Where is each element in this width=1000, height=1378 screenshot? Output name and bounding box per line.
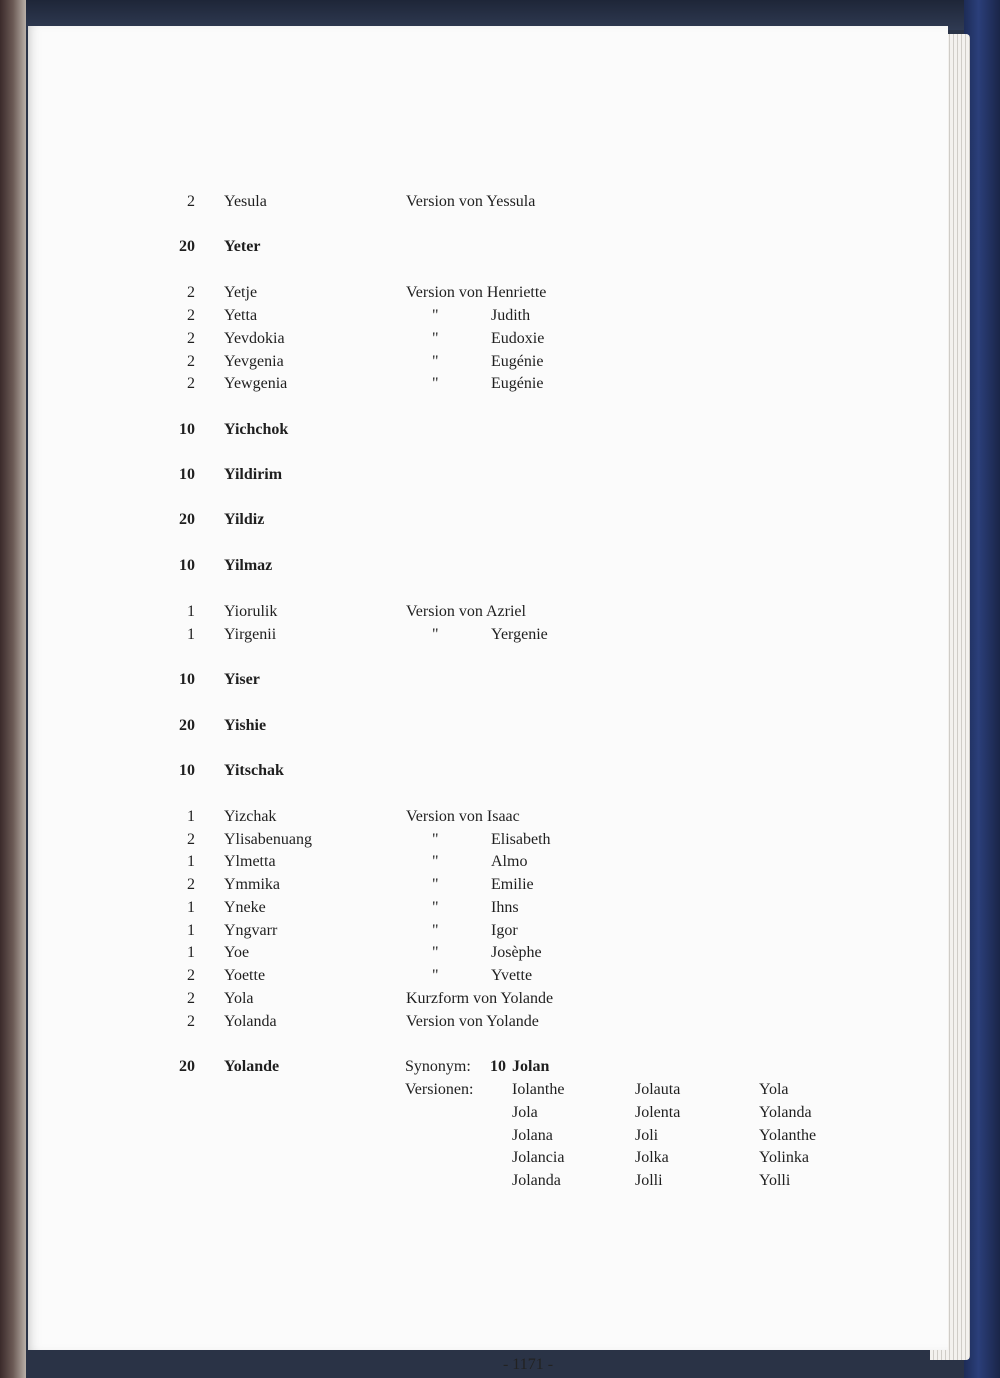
ditto-mark: " [432, 922, 439, 939]
entry-name: Yoe [224, 944, 250, 961]
entry-number: 2 [187, 831, 195, 848]
entry-description: Version von Azriel [406, 603, 526, 620]
entry-number: 1 [187, 922, 195, 939]
entry-name: Yichchok [224, 421, 289, 438]
list-item [28, 555, 928, 577]
ditto-mark: " [432, 353, 439, 370]
ditto-mark: " [432, 853, 439, 870]
entry-name: Yetje [224, 284, 258, 301]
entry-number: 2 [187, 193, 195, 210]
entry-reference: Emilie [491, 876, 534, 893]
synonym-name: Jolan [512, 1058, 550, 1075]
entry-number: 2 [187, 330, 195, 347]
entry-reference: Yvette [491, 967, 533, 984]
ditto-mark: " [432, 307, 439, 324]
entry-reference: Eudoxie [491, 330, 545, 347]
list-item [28, 829, 928, 851]
list-item [28, 874, 928, 896]
entry-number: 10 [179, 466, 195, 483]
entry-number: 10 [179, 671, 195, 688]
version-name: Yolli [759, 1172, 791, 1190]
version-name: Jola [512, 1103, 538, 1121]
entry-description: Kurzform von Yolande [406, 990, 554, 1007]
list-item [28, 373, 928, 395]
entry-name: Yneke [224, 899, 266, 916]
entry-reference: Eugénie [491, 353, 544, 370]
list-item [28, 464, 928, 486]
entry-name: Yitschak [224, 762, 284, 779]
entry-name: Yiorulik [224, 603, 278, 620]
entry-name: Yildiz [224, 511, 265, 528]
version-name: Jolauta [635, 1081, 681, 1098]
entry-name: Ylmetta [224, 853, 276, 870]
list-item [28, 715, 928, 737]
list-item [28, 851, 928, 873]
entry-name: Yolande [224, 1058, 280, 1075]
list-item [28, 920, 928, 942]
list-item [28, 1102, 928, 1124]
entry-reference: Judith [491, 307, 531, 324]
ditto-mark: " [432, 626, 439, 643]
entry-description: Version von Yessula [406, 193, 536, 210]
version-name: Jolanda [512, 1172, 561, 1190]
ditto-mark: " [432, 831, 439, 848]
entry-name: Yola [224, 990, 254, 1007]
entry-name: Yirgenii [224, 626, 277, 643]
list-item [28, 988, 928, 1010]
entry-name: Yngvarr [224, 922, 278, 939]
entry-name: Yevdokia [224, 330, 285, 347]
entry-name: Yishie [224, 717, 267, 734]
book-spine [0, 0, 26, 1378]
version-name: Yolanthe [759, 1126, 817, 1144]
entry-name: Yildirim [224, 466, 283, 483]
version-name: Jolana [512, 1126, 553, 1144]
entry-number: 1 [187, 626, 195, 643]
entry-reference: Ihns [491, 899, 519, 916]
entry-name: Yevgenia [224, 353, 284, 370]
entry-number: 2 [187, 876, 195, 893]
entry-number: 10 [179, 762, 195, 779]
entry-number: 1 [187, 808, 195, 825]
entry-description: Version von Isaac [406, 808, 520, 825]
list-item [28, 1079, 928, 1101]
entry-number: 10 [179, 557, 195, 574]
list-item [28, 897, 928, 919]
entry-number: 2 [187, 990, 195, 1007]
list-item [28, 942, 928, 964]
entry-number: 10 [179, 421, 195, 438]
entry-reference: Almo [491, 853, 528, 870]
ditto-mark: " [432, 967, 439, 984]
list-item [28, 509, 928, 531]
list-item [28, 305, 928, 327]
entry-description: Version von Yolande [406, 1013, 539, 1030]
ditto-mark: " [432, 944, 439, 961]
entry-number: 2 [187, 307, 195, 324]
version-name: Yolanda [759, 1103, 812, 1121]
entry-name: Yesula [224, 193, 267, 210]
entry-reference: Josèphe [491, 944, 542, 961]
entry-number: 20 [179, 238, 195, 255]
ditto-mark: " [432, 899, 439, 916]
entry-number: 1 [187, 899, 195, 916]
entry-name: Yiser [224, 671, 260, 688]
entry-number: 1 [187, 944, 195, 961]
entry-number: 1 [187, 603, 195, 620]
synonym-number: 10 [490, 1058, 506, 1075]
list-item [28, 1125, 928, 1147]
ditto-mark: " [432, 876, 439, 893]
entry-number: 2 [187, 353, 195, 370]
version-name: Jolenta [635, 1103, 681, 1121]
version-name: Yola [759, 1081, 789, 1098]
list-item [28, 1056, 928, 1078]
entry-reference: Elisabeth [491, 831, 551, 848]
page-number: - 1171 - [502, 1356, 554, 1373]
list-item [28, 806, 928, 828]
list-item [28, 419, 928, 441]
entry-number: 20 [179, 511, 195, 528]
version-name: Jolka [635, 1149, 669, 1167]
entry-name: Yetta [224, 307, 258, 324]
entry-name: Ylisabenuang [224, 831, 312, 848]
synonym-label: Synonym: [405, 1058, 471, 1075]
entry-number: 20 [179, 1058, 195, 1075]
entry-number: 2 [187, 375, 195, 392]
entry-name: Yizchak [224, 808, 277, 825]
list-item [28, 1011, 928, 1033]
entry-reference: Eugénie [491, 375, 544, 392]
entry-name: Yewgenia [224, 375, 288, 392]
list-item [28, 191, 928, 213]
list-item [28, 351, 928, 373]
entry-name: Ymmika [224, 876, 280, 893]
version-name: Jolli [635, 1172, 663, 1190]
entry-name: Yoette [224, 967, 266, 984]
entry-reference: Yergenie [491, 626, 548, 643]
entry-reference: Igor [491, 922, 518, 939]
version-name: Joli [635, 1126, 659, 1144]
list-item [28, 282, 928, 304]
list-item [28, 760, 928, 782]
version-name: Yolinka [759, 1149, 809, 1167]
list-item [28, 669, 928, 691]
version-name: Jolancia [512, 1149, 565, 1167]
list-item [28, 624, 928, 646]
list-item [28, 236, 928, 258]
entry-description: Version von Henriette [406, 284, 547, 301]
version-name: Iolanthe [512, 1081, 565, 1098]
entry-name: Yilmaz [224, 557, 273, 574]
list-item [28, 1147, 928, 1169]
ditto-mark: " [432, 330, 439, 347]
list-item [28, 601, 928, 623]
entry-number: 20 [179, 717, 195, 734]
list-item [28, 328, 928, 350]
versions-label: Versionen: [405, 1081, 474, 1098]
entry-name: Yeter [224, 238, 261, 255]
book-page [28, 26, 948, 1373]
list-item [28, 1170, 928, 1192]
ditto-mark: " [432, 375, 439, 392]
entry-number: 2 [187, 284, 195, 301]
entry-number: 1 [187, 853, 195, 870]
entry-number: 2 [187, 1013, 195, 1030]
entry-name: Yolanda [224, 1013, 277, 1030]
entry-number: 2 [187, 967, 195, 984]
list-item [28, 965, 928, 987]
